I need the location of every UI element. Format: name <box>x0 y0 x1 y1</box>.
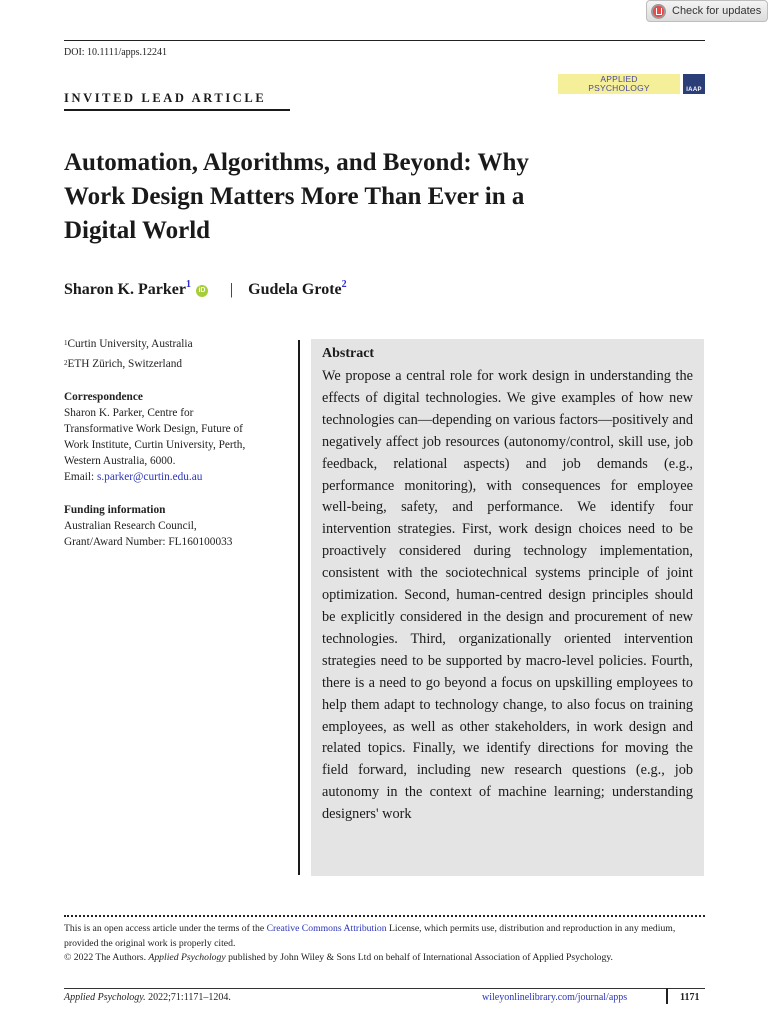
author-affiliation-sup[interactable]: 2 <box>341 279 347 290</box>
title-line-1: Automation, Algorithms, and Beyond: Why <box>64 149 529 176</box>
journal-url-link[interactable]: wileyonlinelibrary.com/journal/apps <box>482 992 628 1003</box>
footnote-divider <box>64 915 705 917</box>
journal-logo <box>558 74 705 94</box>
abstract-box <box>311 339 704 876</box>
email-link[interactable]: s.parker@curtin.edu.au <box>96 471 203 483</box>
correspondence-email-line <box>64 469 289 485</box>
affiliation-item <box>64 336 289 352</box>
correspondence-line: Western Australia, 6000. <box>64 455 176 467</box>
copyright-text <box>64 951 705 966</box>
footer-rule <box>64 988 705 989</box>
affiliation-item <box>64 356 289 372</box>
journal-logo-line1: APPLIED <box>600 74 638 84</box>
author-list <box>64 281 347 299</box>
correspondence-line: Sharon K. Parker, Centre for <box>64 407 194 419</box>
column-divider <box>298 340 300 875</box>
copyright-part2: published by John Wiley & Sons Ltd on behalf of International Association of Applied Psychology. <box>225 952 613 963</box>
footer-volume: 2022;71:1171–1204. <box>145 992 231 1003</box>
copyright-part1: © 2022 The Authors. <box>64 952 149 963</box>
title-line-2: Work Design Matters More Than Ever in a <box>64 183 525 210</box>
abstract-text: We propose a central role for work design in understanding the effects of digital technologies. We give examples of how new technologies can—depending on various factors—positively and negatively affect job resources (autonomy/control, skill use, job feedback, relational aspects) and job demands (e.g., performance monitoring), with consequences for employee well-being, safety, and performance. We identify four intervention strategies. First, work design choices need to be proactively considered during technology implementation, consistent with the sociotechnical systems principle of joint optimization. Second, human-centred design principles should be explicitly considered in the design and procurement of new technologies. Third, organizationally oriented intervention strategies need to be supported by macro-level policies. Fourth, there is a need to go beyond a focus on upskilling employees to help them adapt to technology change, to also focus on training employees, as well as other stakeholders, in work design and related topics. Finally, we identify directions for moving the field forward, including new research questions (e.g., job autonomy in the context of machine learning; understanding designers' work <box>322 368 693 823</box>
affiliation-text: Curtin University, Australia <box>67 338 193 350</box>
iaap-badge: IAAP <box>683 74 705 94</box>
journal-logo-text <box>558 74 680 94</box>
journal-logo-line2: PSYCHOLOGY <box>588 83 650 93</box>
license-part2: License, which permits use, distribution and reproduction in any medium, provided the original work is properly cited. <box>64 923 676 949</box>
affiliation-sup: 1 <box>64 339 68 347</box>
author-name[interactable]: Gudela Grote <box>248 281 342 298</box>
top-rule <box>64 40 705 41</box>
footer-journal: Applied Psychology. <box>64 992 146 1003</box>
author-affiliation-sup[interactable]: 1 <box>185 279 191 290</box>
funding-block <box>64 502 289 550</box>
license-text <box>64 922 705 951</box>
email-label: Email: <box>64 471 97 483</box>
correspondence-line: Transformative Work Design, Future of <box>64 423 243 435</box>
footer-citation <box>64 992 231 1003</box>
affiliation-text: ETH Zürich, Switzerland <box>67 358 183 370</box>
correspondence-line: Work Institute, Curtin University, Perth, <box>64 439 246 451</box>
article-type-rule <box>64 109 290 111</box>
funding-heading: Funding information <box>64 504 166 516</box>
abstract-heading: Abstract <box>322 346 375 361</box>
title-line-3: Digital World <box>64 217 211 244</box>
page-number: 1171 <box>680 992 700 1003</box>
article-title <box>64 146 684 248</box>
creative-commons-link[interactable]: Creative Commons Attribution <box>266 923 387 934</box>
author-separator: | <box>229 281 234 298</box>
check-updates-icon <box>651 4 666 19</box>
check-for-updates-label: Check for updates <box>672 5 762 17</box>
affiliations <box>64 336 289 372</box>
footer-separator <box>666 988 668 1004</box>
article-type: INVITED LEAD ARTICLE <box>64 91 267 105</box>
orcid-icon[interactable]: iD <box>196 285 208 297</box>
correspondence-heading: Correspondence <box>64 391 143 403</box>
copyright-journal: Applied Psychology <box>148 952 226 963</box>
correspondence-block <box>64 389 289 485</box>
funding-line: Grant/Award Number: FL160100033 <box>64 536 233 548</box>
doi: DOI: 10.1111/apps.12241 <box>64 47 168 58</box>
funding-line: Australian Research Council, <box>64 520 197 532</box>
license-part1: This is an open access article under the terms of the <box>64 923 267 934</box>
check-for-updates-button[interactable] <box>646 0 768 22</box>
affiliation-sup: 2 <box>64 359 68 367</box>
author-name[interactable]: Sharon K. Parker <box>64 281 186 298</box>
license-notice <box>64 922 705 966</box>
